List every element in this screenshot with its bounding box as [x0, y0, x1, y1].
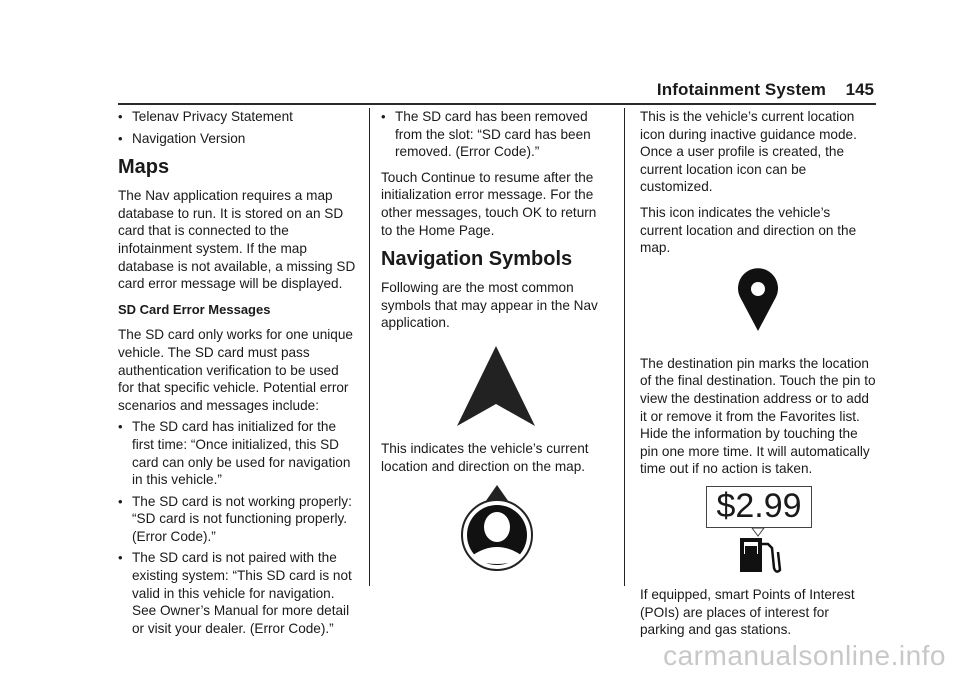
poi-paragraph: If equipped, smart Points of Interest (POIs) are places of interest for parking and gas stations.	[640, 586, 855, 638]
column-1	[118, 108, 358, 641]
section-title: Infotainment System	[656, 80, 826, 99]
arrow-caption: This indicates the vehicle’s current location and direction on the map.	[381, 440, 589, 474]
list-item: • The SD card is not working properly: “SD card is not functioning properly. (Error Code).”	[118, 493, 358, 546]
price-label: $2.99	[706, 486, 812, 528]
list-item: • Telenav Privacy Statement	[118, 108, 358, 126]
list-item: • The SD card has been removed from the slot: “SD card has been removed. (Error Code).”	[381, 108, 611, 161]
gas-station-icon	[640, 528, 876, 576]
continue-paragraph: Touch Continue to resume after the initialization error message. For the other messages, touch OK to return to the Home Page.	[381, 169, 597, 238]
sd-errors-subheading: SD Card Error Messages	[118, 301, 271, 317]
pin-paragraph: The destination pin marks the location of the final destination. Touch the pin to view the destination address or to add it or remove it from the Favorites list. Hide the information by touching the pin one more time. It will automatically time out if no action is taken.	[640, 355, 876, 477]
header-rule	[118, 103, 876, 105]
column-divider-2	[624, 108, 625, 586]
heading-maps: Maps	[118, 156, 170, 179]
column-2	[381, 108, 611, 575]
vehicle-icon-paragraph: This icon indicates the vehicle’s current location and direction on the map.	[640, 204, 857, 256]
navigation-arrow-icon	[381, 342, 611, 432]
maps-paragraph: The Nav application requires a map database to run. It is stored on an SD card that is connected to the infotainment system. If the map database is not available, a missing SD card error message will be displayed.	[118, 188, 356, 292]
heading-navigation-symbols: Navigation Symbols	[381, 248, 573, 271]
list-item: • The SD card is not paired with the existing system: “This SD card is not valid in this vehicle for navigation. See Owner’s Manual for more detail or visit your dealer. (Error Code).”	[118, 549, 358, 637]
user-profile-location-icon	[381, 483, 611, 575]
column-divider-1	[369, 108, 370, 586]
column-3	[640, 108, 876, 647]
watermark: carmanualsonline.info	[663, 640, 946, 671]
page-number: 145	[845, 80, 874, 99]
sd-paragraph: The SD card only works for one unique vehicle. The SD card must pass authentication verification to be used for that specific vehicle. Potential error scenarios and messages include:	[118, 327, 353, 413]
list-item: • Navigation Version	[118, 130, 358, 148]
symbols-intro: Following are the most common symbols that may appear in the Nav application.	[381, 280, 598, 331]
destination-pin-icon	[640, 267, 876, 333]
profile-paragraph: This is the vehicle’s current location icon during inactive guidance mode. Once a user profile is created, the current location icon can be customized.	[640, 109, 857, 195]
list-item: • The SD card has initialized for the first time: “Once initialized, this SD card can only be used for navigation in this vehicle.”	[118, 418, 358, 488]
